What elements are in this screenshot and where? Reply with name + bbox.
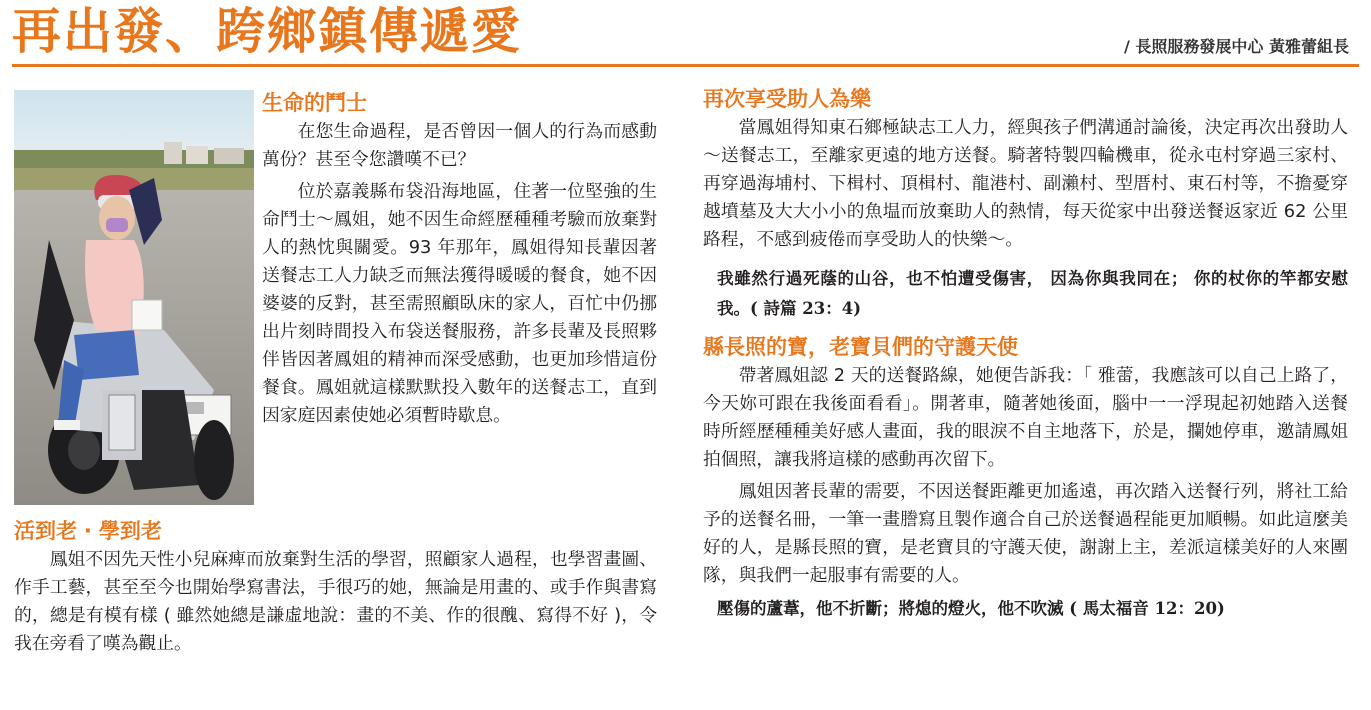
title-divider bbox=[12, 64, 1359, 67]
section-heading-fighter: 生命的鬥士 bbox=[262, 91, 367, 115]
right-column-text bbox=[703, 84, 1348, 624]
paragraph: 鳳姐因著長輩的需要，不因送餐距離更加遙遠，再次踏入送餐行列，將社工給予的送餐名冊，一筆一畫謄寫且製作適合自己於送餐過程能更加順暢。如此這麼美好的人，是縣長照的寶，是老寶貝的守護天使，謝謝上主，差派這樣美好的人來團隊，與我們一起服事有需要的人。 bbox=[703, 481, 1348, 586]
paragraph: 在您生命過程，是否曾因一個人的行為而感動萬份？甚至令您讚嘆不已？ bbox=[262, 121, 657, 170]
left-bottom-section bbox=[14, 516, 657, 658]
paragraph: 帶著鳳姐認 2 天的送餐路線，她便告訴我：「 雅蕾，我應該可以自己上路了，今天妳可跟在我後面看看」。開著車，隨著她後面，腦中一一浮現起初她踏入送餐時所經歷種種美好感人畫面，我的眼淚不自主地落下，於是，攔她停車，邀請鳳姐拍個照，讓我將這樣的感動再次留下。 bbox=[703, 365, 1348, 470]
article-title: 再出發、跨鄉鎮傳遞愛 bbox=[12, 3, 523, 60]
author-byline: / 長照服務發展中心 黃雅蕾組長 bbox=[1124, 37, 1349, 56]
section-heading-guardian-angel: 縣長照的寶，老寶貝們的守護天使 bbox=[703, 335, 1018, 359]
woman-on-scooter-photo bbox=[14, 90, 254, 505]
scripture-quote: 壓傷的蘆葦，他不折斷；將熄的燈火，他不吹滅 ( 馬太福音 12：20) bbox=[717, 599, 1225, 618]
paragraph: 位於嘉義縣布袋沿海地區，住著一位堅強的生命鬥士～鳳姐，她不因生命經歷種種考驗而放棄對人的熱忱與關愛。93 年那年，鳳姐得知長輩因著送餐志工人力缺乏而無法獲得暖暖的餐食，她不因婆婆的反對，甚至需照顧臥床的家人，百忙中仍挪出片刻時間投入布袋送餐服務，許多長輩及長照夥伴皆因著鳳姐的精神而深受感動，也更加珍惜這份餐食。鳳姐就這樣默默投入數年的送餐志工，直到因家庭因素使她必須暫時歇息。 bbox=[262, 181, 657, 426]
left-column-text bbox=[262, 88, 657, 430]
scripture-quote: 我雖然行過死蔭的山谷，也不怕遭受傷害， 因為你與我同在； 你的杖你的竿都安慰我。( 詩篇 23：4) bbox=[717, 269, 1348, 318]
section-heading-joy-of-helping: 再次享受助人為樂 bbox=[703, 87, 871, 111]
paragraph: 鳳姐不因先天性小兒麻痺而放棄對生活的學習，照顧家人過程，也學習畫圖、作手工藝，甚至至今也開始學寫書法，手很巧的她，無論是用畫的、或手作與書寫的，總是有模有樣 ( 雖然她總是謙虛地說：畫的不美、作的很醜、寫得不好 )，令我在旁看了嘆為觀止。 bbox=[14, 549, 657, 654]
section-heading-lifelong-learning: 活到老 ‧ 學到老 bbox=[14, 519, 162, 543]
paragraph: 當鳳姐得知東石鄉極缺志工人力，經與孩子們溝通討論後，決定再次出發助人～送餐志工，至離家更遠的地方送餐。騎著特製四輪機車，從永屯村穿過三家村、再穿過海埔村、下楫村、頂楫村、龍港村、副瀨村、型厝村、東石村等，不擔憂穿越墳墓及大大小小的魚塭而放棄助人的熱情，每天從家中出發送餐返家近 62 公里路程，不感到疲倦而享受助人的快樂～。 bbox=[703, 117, 1348, 250]
